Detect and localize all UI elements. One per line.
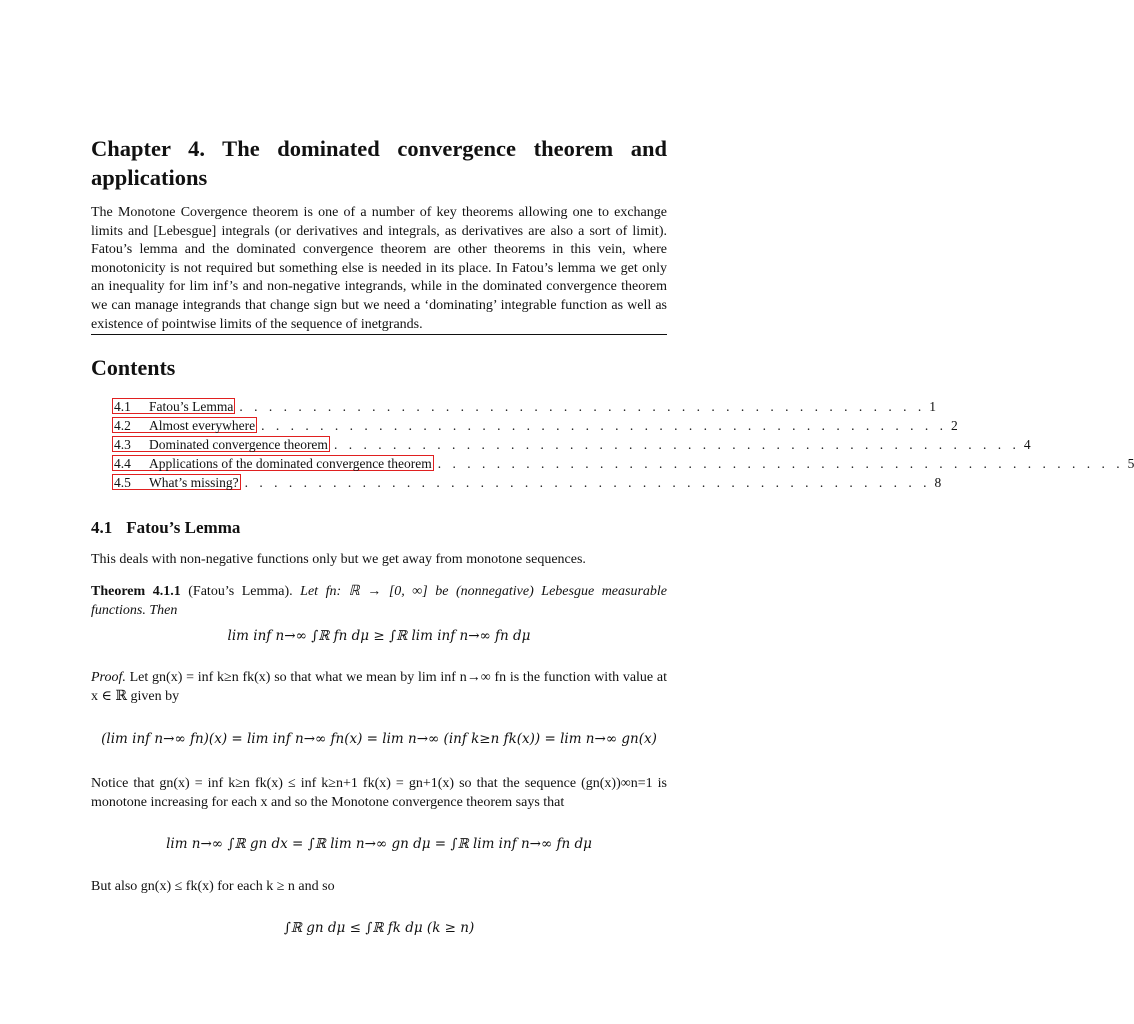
- toc-link-4-5[interactable]: 4.5 What’s missing?: [114, 475, 239, 490]
- equation-monotone-convergence: lim n→∞ ∫ℝ gn dx = ∫ℝ lim n→∞ gn dμ = ∫ℝ lim inf n→∞ fn dμ: [166, 836, 592, 852]
- section-heading: [91, 518, 240, 538]
- theorem-name: (Fatou’s Lemma).: [188, 584, 293, 599]
- theorem-block: [91, 583, 667, 620]
- toc-row-4-4: [112, 454, 1134, 473]
- section-number: 4.1: [91, 518, 113, 537]
- proof-paragraph-2: Notice that gn(x) = inf k≥n fk(x) ≤ inf k≥n+1 fk(x) = gn+1(x) so that the sequence (gn(x))∞n=1 is monotone increasing for each x and so the Monotone convergence theorem says that: [91, 776, 667, 810]
- chapter-abstract: The Monotone Covergence theorem is one of a number of key theorems allowing one to exchange limits and [Lebesgue] integrals (or derivatives and integrals, as derivatives are also a sort of limit). Fatou’s lemma and the dominated convergence theorem are other theorems in this vein, where monotonicity is not required but something else is needed in its place. In Fatou’s lemma we get only an inequality for lim inf’s and non-negative integrands, while in the dominated convergence theorem we can manage integrands that change sign but we need a ‘dominating’ integrable function as well as existence of pointwise limits of the sequence of inetgrands.: [91, 205, 667, 332]
- toc-row-4-2: [112, 416, 958, 435]
- toc-row-4-5: [112, 473, 942, 492]
- proof-label: Proof.: [91, 670, 126, 685]
- contents-heading: Contents: [91, 355, 176, 380]
- table-of-contents: [112, 397, 1134, 492]
- theorem-label: Theorem 4.1.1: [91, 584, 181, 599]
- toc-row-4-3: [112, 435, 1031, 454]
- equation-integral-inequality: ∫ℝ gn dμ ≤ ∫ℝ fk dμ (k ≥ n): [283, 920, 475, 936]
- toc-leader: . . . . . . . . . . . . . . . . . . . . . . . . . . . . . . . . . . . . . . . . . . . . . . .: [261, 418, 947, 433]
- toc-leader: . . . . . . . . . . . . . . . . . . . . . . . . . . . . . . . . . . . . . . . . . . . . . . .: [437, 456, 1124, 471]
- equation-liminf-definition: (lim inf n→∞ fn)(x) = lim inf n→∞ fn(x) = lim n→∞ (inf k≥n fk(x)) = lim n→∞ gn(x): [101, 731, 657, 747]
- toc-page-number: 2: [950, 418, 958, 433]
- chapter-title: Chapter 4. The dominated convergence theorem and applications: [91, 136, 667, 190]
- toc-row-4-1: [112, 397, 936, 416]
- toc-leader: . . . . . . . . . . . . . . . . . . . . . . . . . . . . . . . . . . . . . . . . . . . . . . .: [239, 399, 926, 414]
- toc-link-4-3[interactable]: 4.3 Dominated convergence theorem: [114, 437, 328, 452]
- section-title: Fatou’s Lemma: [126, 518, 241, 537]
- toc-page-number: 1: [929, 399, 936, 414]
- toc-page-number: 8: [934, 475, 942, 490]
- toc-page-number: 4: [1023, 437, 1031, 452]
- theorem-statement: Let fn: ℝ → [0, ∞] be (nonnegative) Lebesgue measurable functions. Then: [91, 584, 668, 618]
- section-intro: This deals with non-negative functions only but we get away from monotone sequences.: [91, 552, 586, 567]
- toc-link-4-2[interactable]: 4.2 Almost everywhere: [114, 418, 256, 433]
- toc-link-4-4[interactable]: 4.4 Applications of the dominated convergence theorem: [114, 456, 432, 471]
- toc-leader: . . . . . . . . . . . . . . . . . . . . . . . . . . . . . . . . . . . . . . . . . . . . . . .: [333, 437, 1020, 452]
- toc-leader: . . . . . . . . . . . . . . . . . . . . . . . . . . . . . . . . . . . . . . . . . . . . . . .: [244, 475, 931, 490]
- equation-fatou: lim inf n→∞ ∫ℝ fn dμ ≥ ∫ℝ lim inf n→∞ fn dμ: [227, 628, 531, 644]
- abstract-divider: [91, 334, 667, 335]
- toc-page-number: 5: [1127, 456, 1134, 471]
- proof-paragraph-3: But also gn(x) ≤ fk(x) for each k ≥ n and so: [91, 879, 335, 894]
- toc-link-4-1[interactable]: 4.1 Fatou’s Lemma: [114, 399, 234, 414]
- proof-paragraph-1: Proof. Let gn(x) = inf k≥n fk(x) so that what we mean by lim inf n→∞ fn is the function with value at x ∈ ℝ given by: [91, 670, 667, 704]
